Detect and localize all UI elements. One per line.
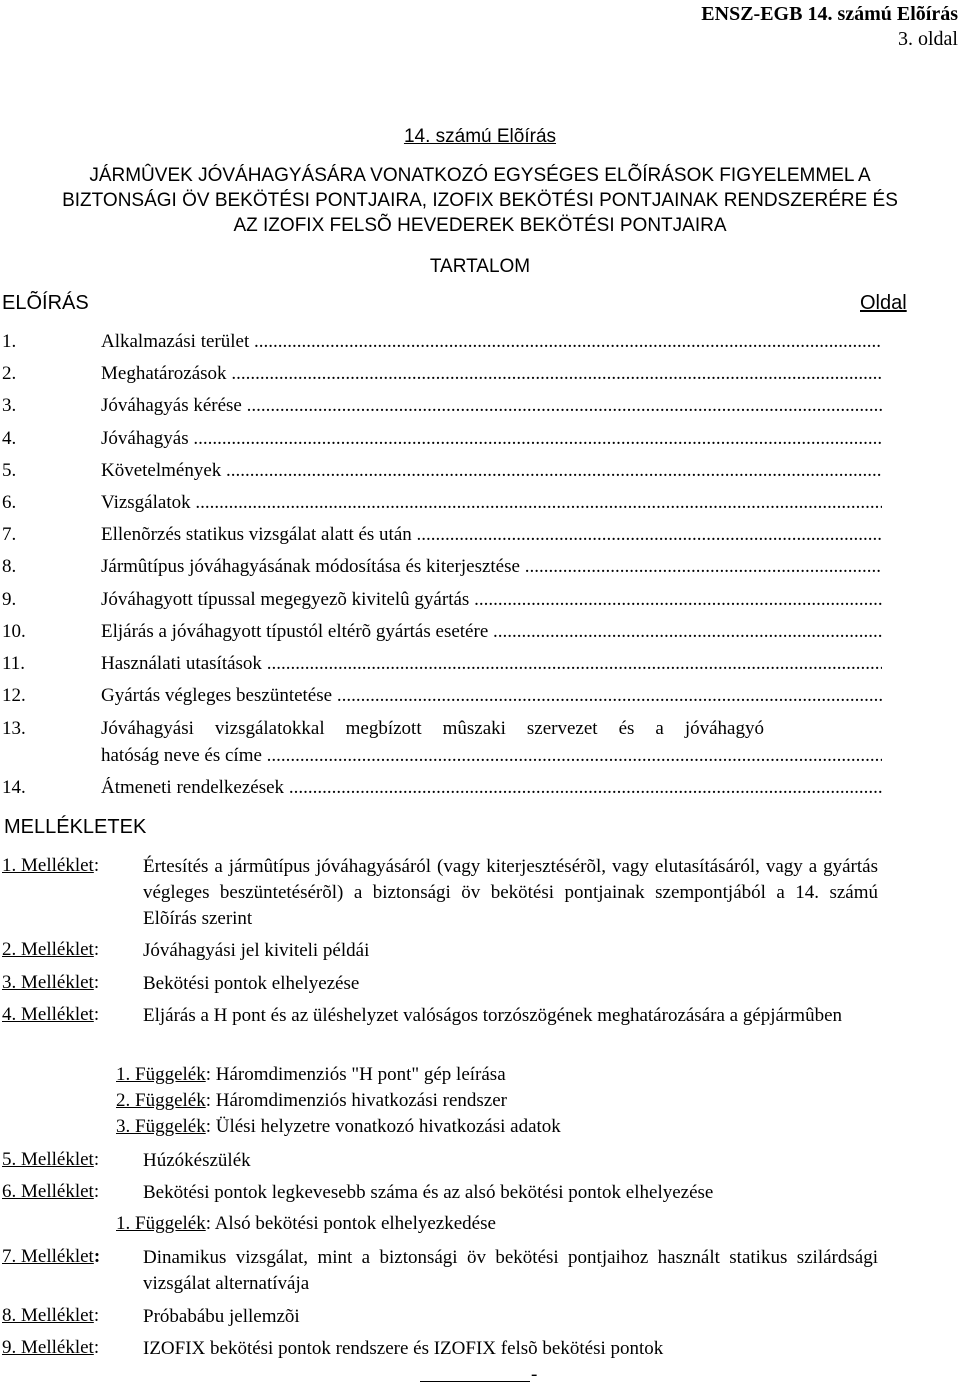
toc-item: [2, 428, 882, 452]
toc-item: [2, 653, 882, 677]
annex-title: Bekötési pontok elhelyezése: [143, 973, 360, 994]
toc-item-number: 5.: [2, 460, 17, 481]
toc-item-number: 10.: [2, 621, 26, 642]
appendix-title: : Háromdimenziós "H pont" gép leírása: [205, 1064, 506, 1085]
toc-item-number: 13.: [2, 718, 26, 739]
annexes-section-label: MELLÉKLETEK: [4, 816, 147, 838]
toc-item-title: Gyártás végleges beszüntetése .....: [101, 685, 882, 707]
annex-title: Eljárás a H pont és az üléshelyzet valóságos torzószögének meghatározására a gépjármûben: [143, 1005, 843, 1026]
appendix-line: [116, 1213, 496, 1235]
annex-label-sep: :: [93, 855, 100, 876]
toc-item-number: 14.: [2, 777, 26, 798]
toc-item: [2, 718, 764, 742]
toc-item-title: Eljárás a jóváhagyott típustól eltérõ gyártás esetére .....: [101, 621, 882, 643]
appendix-label-link[interactable]: 1. Függelék: [116, 1064, 206, 1085]
appendix-label-link[interactable]: 2. Függelék: [116, 1090, 206, 1111]
toc-item-title: Használati utasítások .....: [101, 653, 882, 675]
toc-item: [2, 556, 882, 580]
annex-label-link[interactable]: 7. Melléklet: [2, 1246, 94, 1267]
annex-label-sep: :: [93, 1246, 101, 1267]
annex-label: [2, 939, 99, 961]
toc-item-title: Alkalmazási terület .....: [101, 331, 882, 353]
toc-item: [2, 685, 882, 709]
annex-label-sep: :: [93, 972, 100, 993]
header-doc-ref: ENSZ-EGB 14. számú Elõírás: [701, 3, 958, 25]
annex-label-sep: :: [93, 1305, 100, 1326]
annex-label-link[interactable]: 6. Melléklet: [2, 1181, 94, 1202]
toc-item: [2, 524, 882, 548]
toc-item-number: 9.: [2, 589, 17, 610]
annex-label-link[interactable]: 1. Melléklet: [2, 855, 94, 876]
toc-item-number: 12.: [2, 685, 26, 706]
toc-item: [2, 621, 882, 645]
contents-heading: TARTALOM: [429, 256, 531, 277]
toc-item: [2, 363, 882, 387]
annex-label-sep: :: [93, 1149, 100, 1170]
toc-item-number: 2.: [2, 363, 17, 384]
toc-item: [2, 589, 882, 613]
title-line-1: JÁRMÛVEK JÓVÁHAGYÁSÁRA VONATKOZÓ EGYSÉGES ELÕÍRÁSOK FIGYELEMMEL A: [89, 165, 871, 186]
annex-title: Bekötési pontok legkevesebb száma és az alsó bekötési pontok elhelyezése: [143, 1182, 714, 1203]
appendix-line: [116, 1064, 506, 1086]
appendix-title: : Ülési helyzetre vonatkozó hivatkozási adatok: [205, 1116, 561, 1137]
annex-label-link[interactable]: 5. Melléklet: [2, 1149, 94, 1170]
toc-item-title: Meghatározások .....: [101, 363, 882, 385]
annex-label-link[interactable]: 8. Melléklet: [2, 1305, 94, 1326]
annex-label: [2, 1149, 99, 1171]
toc-item-number: 8.: [2, 556, 17, 577]
annex-label-sep: :: [93, 1337, 100, 1358]
annex-label-link[interactable]: 9. Melléklet: [2, 1337, 94, 1358]
toc-item-title: Átmeneti rendelkezések .....: [101, 777, 882, 799]
header-page-number: 3. oldal: [898, 28, 958, 50]
toc-item-title: Jármûtípus jóváhagyásának módosítása és kiterjesztése .....: [101, 556, 882, 578]
annex-title: Dinamikus vizsgálat, mint a biztonsági öv bekötési pontjaihoz használt statikus szilárdsági vizsgálat alternatívája: [143, 1247, 878, 1294]
appendix-line: [116, 1090, 507, 1112]
annex-label-sep: :: [93, 1181, 100, 1202]
appendix-title: : Alsó bekötési pontok elhelyezkedése: [205, 1213, 496, 1234]
annex-label: [2, 1337, 99, 1359]
annex-label-sep: :: [93, 939, 100, 960]
toc-item: [2, 492, 882, 516]
toc-item-title: Jóváhagyott típussal megegyezõ kivitelû gyártás .....: [101, 589, 882, 611]
toc-page-label: Oldal: [860, 292, 907, 314]
toc-item-title: Ellenõrzés statikus vizsgálat alatt és után .....: [101, 524, 882, 546]
toc-item-number: 11.: [2, 653, 26, 674]
appendix-label-link[interactable]: 3. Függelék: [116, 1116, 206, 1137]
annex-label-link[interactable]: 4. Melléklet: [2, 1004, 94, 1025]
annex-label: [2, 1181, 99, 1203]
toc-item-title: Követelmények .....: [101, 460, 882, 482]
end-rule: [420, 1381, 530, 1382]
annex-title: Próbabábu jellemzõi: [143, 1306, 300, 1327]
annex-label: [2, 855, 99, 877]
toc-item-title: Jóváhagyás .....: [101, 428, 882, 450]
toc-item: [2, 395, 882, 419]
title-line-3: AZ IZOFIX FELSÕ HEVEDEREK BEKÖTÉSI PONTJAIRA: [233, 215, 727, 236]
toc-item-title: Jóváhagyási vizsgálatokkal megbízott mûszaki szervezet és a jóváhagyó: [101, 718, 764, 739]
toc-item-number: 3.: [2, 395, 17, 416]
regulation-number-text: 14. számú Elõírás: [403, 126, 557, 147]
end-mark: -: [531, 1364, 538, 1385]
toc-item-number: 6.: [2, 492, 17, 513]
annex-label: [2, 972, 99, 994]
annex-label: [2, 1305, 99, 1327]
toc-item: [2, 331, 882, 355]
toc-item-number: 7.: [2, 524, 17, 545]
annex-title: Jóváhagyási jel kiviteli példái: [143, 940, 370, 961]
toc-item-title: Jóváhagyás kérése .....: [101, 395, 882, 417]
toc-item: [2, 777, 882, 801]
appendix-line: [116, 1116, 561, 1138]
toc-item-title: Vizsgálatok .....: [101, 492, 882, 514]
annex-label-link[interactable]: 2. Melléklet: [2, 939, 94, 960]
annex-label-link[interactable]: 3. Melléklet: [2, 972, 94, 993]
appendix-title: : Háromdimenziós hivatkozási rendszer: [205, 1090, 507, 1111]
title-line-2: BIZTONSÁGI ÖV BEKÖTÉSI PONTJAIRA, IZOFIX BEKÖTÉSI PONTJAINAK RENDSZERÉRE ÉS: [62, 190, 898, 211]
annex-title: IZOFIX bekötési pontok rendszere és IZOFIX felsõ bekötési pontok: [143, 1338, 664, 1359]
annex-label-sep: :: [93, 1004, 100, 1025]
toc-item-number: 4.: [2, 428, 17, 449]
toc-section-label: ELÕÍRÁS: [2, 292, 89, 314]
toc-item-continuation: hatóság neve és címe .....: [101, 745, 882, 767]
annex-title: Értesítés a jármûtípus jóváhagyásáról (vagy kiterjesztésérõl, vagy elutasításáról, vagy a gyártás végleges beszüntetésérõl) a biztonsági öv bekötési pontjainak szempontjából a 14. számú Elõírás szerint: [143, 856, 878, 929]
regulation-number: [0, 124, 960, 149]
appendix-label-link[interactable]: 1. Függelék: [116, 1213, 206, 1234]
toc-item-number: 1.: [2, 331, 17, 352]
annex-title: Húzókészülék: [143, 1150, 251, 1171]
annex-label: [2, 1246, 100, 1268]
toc-item: [2, 460, 882, 484]
annex-label: [2, 1004, 99, 1026]
